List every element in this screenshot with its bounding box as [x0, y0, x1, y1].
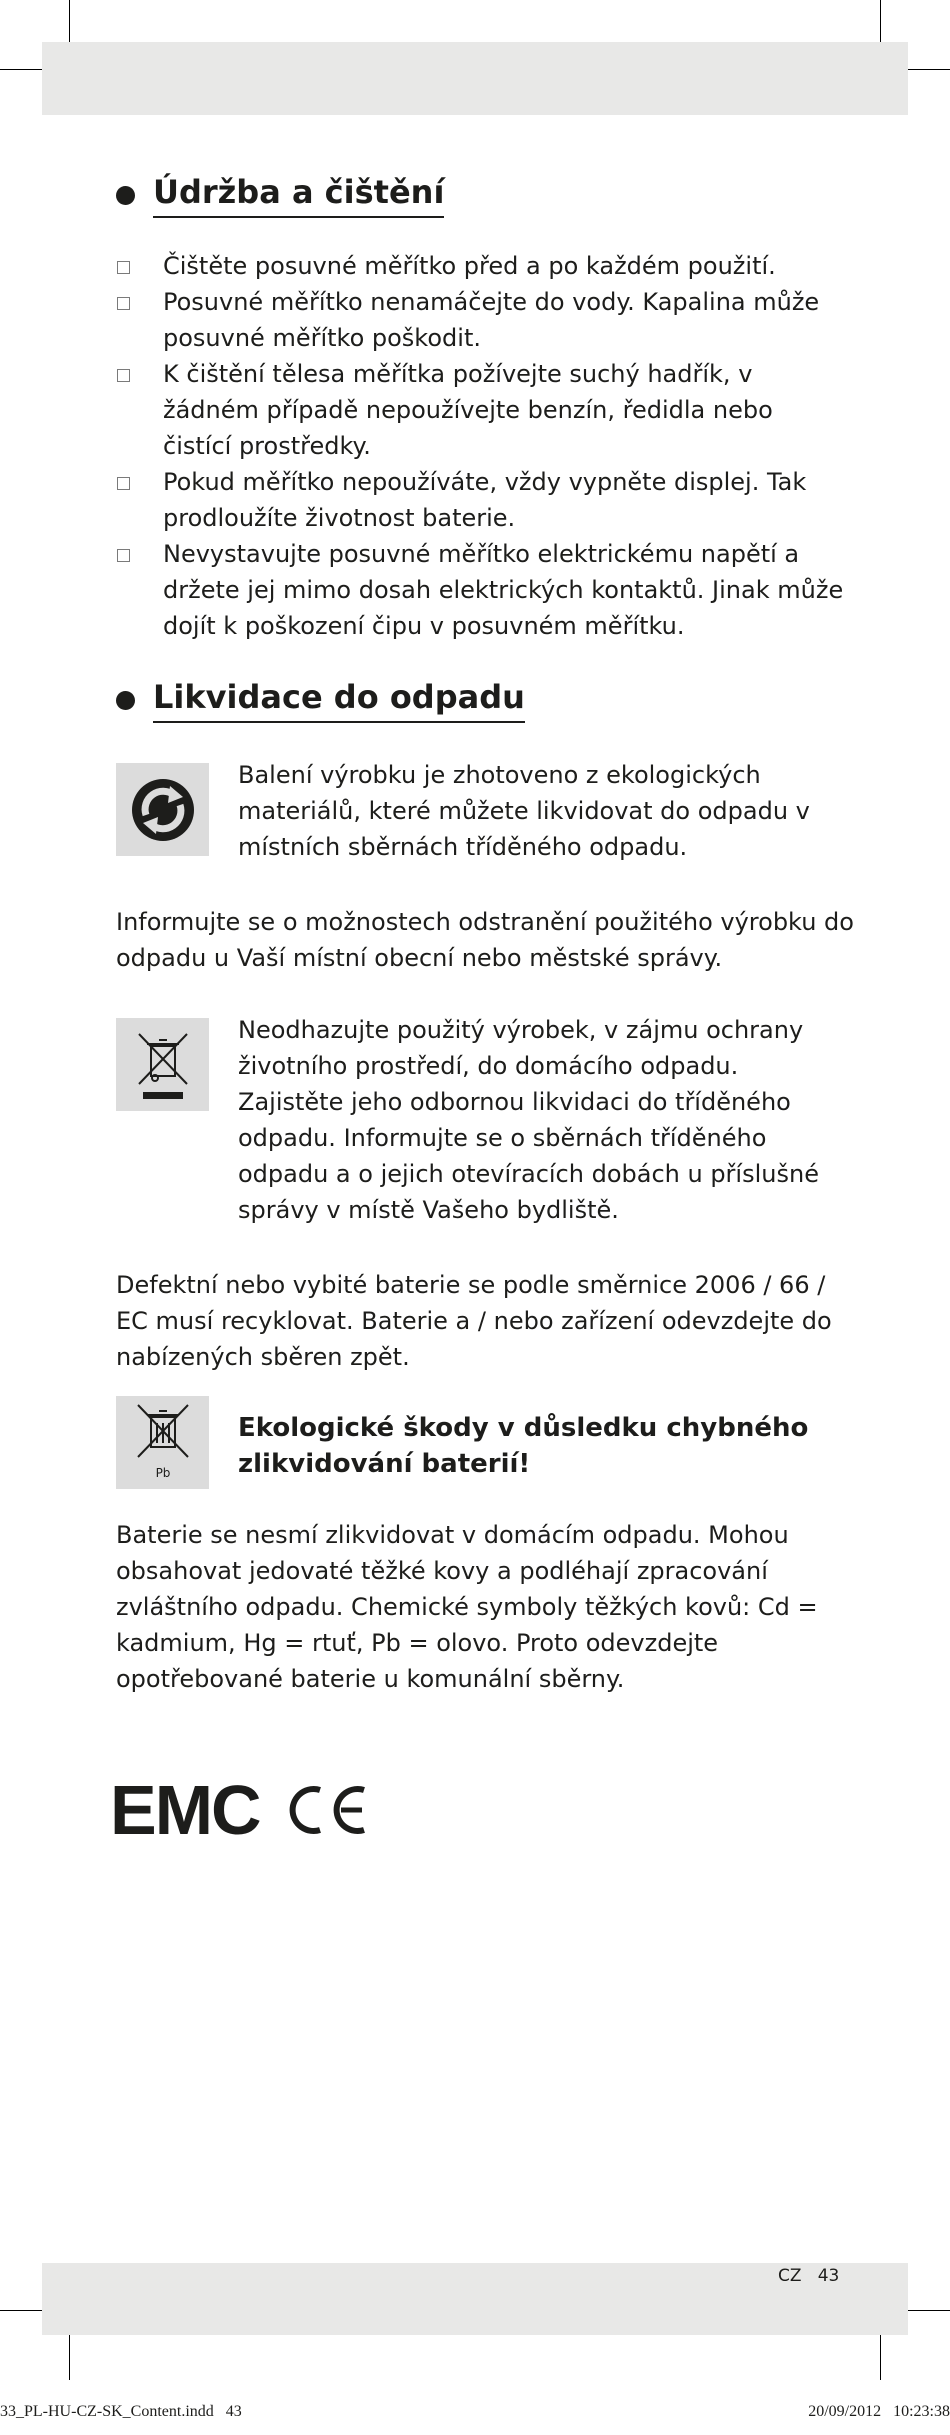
heading-bullet-icon	[116, 691, 135, 710]
weee-text: Neodhazujte použitý výrobek, v zájmu ochrany životního prostředí, do domácího odpadu. Zajistěte jeho odbornou likvidaci do tříděného odpadu. Informujte se o sběrnách tříděného odpadu a o jejich otevíracích dobách u příslušné správy v místě Vašeho bydliště.	[238, 1016, 819, 1224]
crossed-out-bin-pb-icon	[116, 1396, 209, 1489]
crop-mark	[908, 2310, 950, 2311]
maintenance-list	[116, 248, 846, 644]
checkbox-bullet-icon	[117, 477, 130, 490]
crop-mark	[69, 2334, 70, 2380]
checkbox-bullet-icon	[117, 369, 130, 382]
checkbox-bullet-icon	[117, 261, 130, 274]
maintenance-heading	[116, 172, 444, 218]
crop-mark	[908, 69, 950, 70]
checkbox-bullet-icon	[117, 297, 130, 310]
pb-label: Pb	[155, 1465, 170, 1480]
list-item: Čištěte posuvné měřítko před a po každém použití.	[116, 248, 846, 284]
checkbox-bullet-icon	[117, 549, 130, 562]
crossed-out-wheelie-bin-icon	[116, 1018, 209, 1111]
crop-mark	[880, 2334, 881, 2380]
battery-text: Baterie se nesmí zlikvidovat v domácím odpadu. Mohou obsahovat jedovaté těžké kovy a podléhají zpracování zvláštního odpadu. Chemické symboly těžkých kovů: Cd = kadmium, Hg = rtuť, Pb = olovo. Proto odevzdejte opotřebované baterie u komunální sběrny.	[116, 1521, 818, 1693]
list-item: Posuvné měřítko nenamáčejte do vody. Kapalina může posuvné měřítko poškodit.	[116, 284, 846, 356]
crop-mark	[0, 69, 42, 70]
list-item: Nevystavujte posuvné měřítko elektrickému napětí a držete jej mimo dosah elektrických kontaktů. Jinak může dojít k poškození čipu v posuvném měřítku.	[116, 536, 846, 644]
emc-mark: EMC	[110, 1771, 260, 1849]
crop-mark	[0, 2310, 42, 2311]
packaging-text: Balení výrobku je zhotoveno z ekologických materiálů, které můžete likvidovat do odpadu v místních sběrnách tříděného odpadu.	[238, 761, 810, 861]
maintenance-title: Údržba a čištění	[153, 172, 444, 218]
ce-mark-icon	[282, 1784, 368, 1836]
list-item: Pokud měřítko nepoužíváte, vždy vypněte displej. Tak prodloužíte životnost baterie.	[116, 464, 846, 536]
battery-warning-title: Ekologické škody v důsledku chybného zlikvidování baterií!	[238, 1413, 809, 1479]
heading-bullet-icon	[116, 186, 135, 205]
disposal-title: Likvidace do odpadu	[153, 677, 525, 723]
conformity-marks	[110, 1771, 368, 1849]
list-item: K čištění tělesa měřítka požívejte suchý hadřík, v žádném případě nepoužívejte benzín, ředidla nebo čistící prostředky.	[116, 356, 846, 464]
disposal-info-text: Informujte se o možnostech odstranění použitého výrobku do odpadu u Vaší místní obecní nebo městské správy.	[116, 908, 854, 972]
recycling-arrows-icon	[116, 763, 209, 856]
disposal-heading	[116, 677, 525, 723]
battery-directive-text: Defektní nebo vybité baterie se podle směrnice 2006 / 66 / EC musí recyklovat. Baterie a / nebo zařízení odevzdejte do nabízených sběren zpět.	[116, 1271, 832, 1371]
page-number: CZ 43	[778, 2266, 840, 2286]
header-band	[42, 42, 908, 115]
file-slug: 33_PL-HU-CZ-SK_Content.indd 43	[0, 2403, 242, 2420]
timestamp-slug: 20/09/2012 10:23:38	[808, 2403, 950, 2420]
